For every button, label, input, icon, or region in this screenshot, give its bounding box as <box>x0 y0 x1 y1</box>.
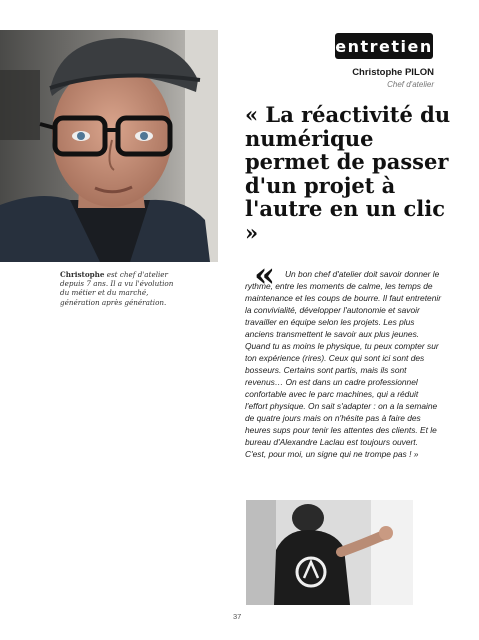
interview-body <box>245 268 441 460</box>
headline: « La réactivité du numérique permet de passer d'un projet à l'autre en un clic » <box>245 102 451 245</box>
person-name: Christophe PILON <box>352 67 434 78</box>
person-role: Chef d'atelier <box>387 80 434 89</box>
interview-text: Un bon chef d'atelier doit savoir donner le rythme, entre les moments de calme, les temps de maintenance et les coups de bourre. Il faut entretenir la convivialité, développer l'autonomie et savoir travailler en équipe selon les projets. Les plus anciens transmettent le savoir aux plus jeunes. Quand tu as moins le physique, tu peux compter sur ton expérience (rires). Ceux qui sont ici sont des bosseurs. Certains sont partis, mais ils sont revenus… On est dans un cadre professionnel confortable avec le parc machines, qui a réduit l'effort physique. On sait s'adapter : on a la semaine de quatre jours mais on n'hésite pas à faire des heures sups pour tenir les attentes des clients. Et le bureau d'Alexandre Laclau est toujours ouvert. C'est, pour moi, un signe qui ne trompe pas ! » <box>245 269 441 459</box>
caption-lead: Christophe <box>60 270 105 279</box>
photo-caption <box>60 270 180 307</box>
opening-quote-mark: « <box>254 255 276 295</box>
portrait-photo <box>0 30 218 262</box>
caption-text: est chef d'atelier depuis 7 ans. Il a vu l'évolution du métier et du marché, génération après génération. <box>60 270 174 307</box>
page-number: 37 <box>233 612 242 621</box>
workshop-photo <box>246 500 413 605</box>
section-badge: entretien <box>335 33 433 59</box>
